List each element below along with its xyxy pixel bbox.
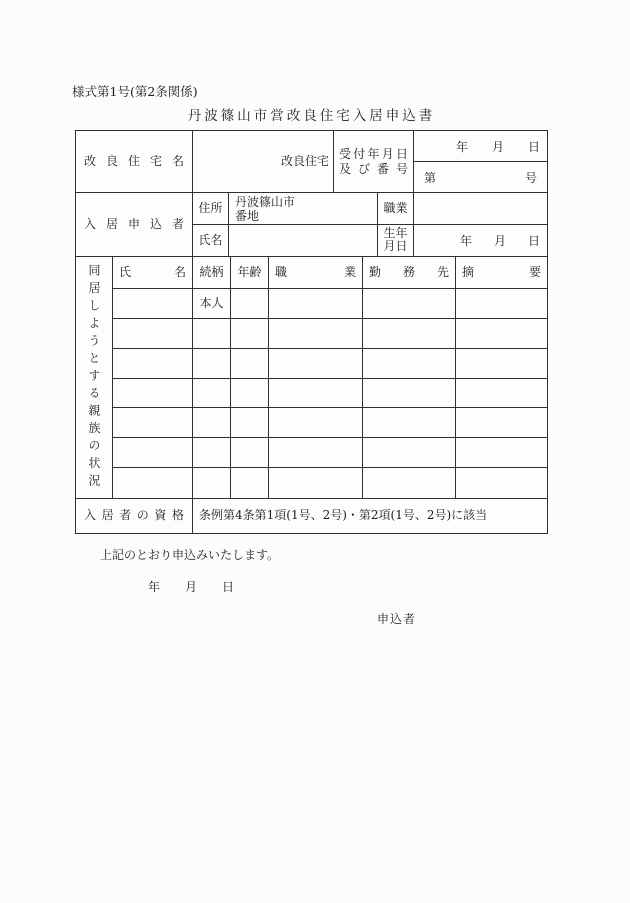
- member-notes-cell: [456, 289, 547, 318]
- applicant-address-row: [193, 193, 547, 225]
- header-notes: 摘要: [462, 265, 541, 279]
- member-workplace-cell: [363, 289, 456, 318]
- member-name-cell: [113, 289, 193, 318]
- member-notes-cell: [456, 408, 547, 437]
- member-row: [113, 438, 547, 468]
- member-age-cell: [231, 289, 269, 318]
- header-name: 氏名: [113, 257, 193, 288]
- number-prefix: 第: [424, 170, 437, 185]
- member-occupation-cell: [269, 438, 363, 467]
- member-relation-cell: [193, 349, 231, 378]
- member-name-cell: [113, 379, 193, 408]
- applicant-signature-label: 申込者: [377, 612, 417, 626]
- member-age-cell: [231, 349, 269, 378]
- member-age-cell: [231, 379, 269, 408]
- member-notes-cell: [456, 468, 547, 498]
- qualification-value: 条例第4条第1項(1号、2号)・第2項(1号、2号)に該当: [199, 508, 488, 522]
- member-workplace-cell: [363, 468, 456, 498]
- member-age-cell: [231, 438, 269, 467]
- applicant-detail-area: [193, 193, 547, 256]
- form-number-reference: 様式第1号(第2条関係): [72, 84, 198, 99]
- applicant-name-row: [193, 225, 547, 256]
- reception-number-field: [414, 162, 547, 192]
- household-section: [76, 257, 547, 499]
- reception-value-area: [414, 131, 547, 192]
- reception-date-field: [414, 131, 547, 162]
- member-workplace-cell: [363, 349, 456, 378]
- member-age-cell: [231, 408, 269, 437]
- member-row: [113, 468, 547, 498]
- member-name-cell: [113, 319, 193, 348]
- reception-label-line1: 受付年月日: [339, 146, 408, 161]
- reception-label-line2: 及び番号: [339, 161, 408, 176]
- member-notes-cell: [456, 319, 547, 348]
- month-unit: 月: [491, 139, 504, 154]
- name-label: 氏名: [193, 225, 229, 256]
- address-line1: 丹波篠山市: [235, 195, 296, 209]
- month-unit: 月: [184, 580, 197, 594]
- member-relation-cell: [193, 319, 231, 348]
- member-name-cell: [113, 349, 193, 378]
- member-notes-cell: [456, 349, 547, 378]
- member-notes-cell: [456, 379, 547, 408]
- birthdate-field: [414, 225, 547, 256]
- occupation-field: [414, 193, 547, 224]
- member-name-cell: [113, 438, 193, 467]
- month-unit: 月: [493, 233, 506, 248]
- household-vertical-label: 同居しようとする親族の状況: [76, 257, 113, 498]
- year-unit: 年: [456, 139, 469, 154]
- member-workplace-cell: [363, 438, 456, 467]
- member-occupation-cell: [269, 289, 363, 318]
- header-workplace: 勤務先: [363, 257, 456, 288]
- header-age: 年齢: [231, 257, 269, 288]
- page-title: 丹波篠山市営改良住宅入居申込書: [187, 108, 436, 124]
- header-relation: 続柄: [193, 257, 231, 288]
- member-age-cell: [231, 319, 269, 348]
- member-relation-cell: 本人: [193, 289, 231, 318]
- member-relation-cell: [193, 379, 231, 408]
- member-notes-cell: [456, 438, 547, 467]
- member-name-cell: [113, 468, 193, 498]
- member-relation-cell: [193, 438, 231, 467]
- household-table: [113, 257, 547, 498]
- name-field: [229, 225, 378, 256]
- occupation-label: 職業: [378, 193, 414, 224]
- qualification-label: 入居者の資格: [76, 499, 193, 533]
- member-occupation-cell: [269, 319, 363, 348]
- member-workplace-cell: [363, 408, 456, 437]
- housing-name-row: [76, 131, 547, 193]
- member-occupation-cell: [269, 408, 363, 437]
- member-name-cell: [113, 408, 193, 437]
- member-occupation-cell: [269, 379, 363, 408]
- member-row: [113, 408, 547, 438]
- signature-date-field: [148, 578, 234, 595]
- member-row: [113, 379, 547, 409]
- year-unit: 年: [460, 233, 473, 248]
- header-occupation: 職業: [269, 257, 363, 288]
- declaration-text: 上記のとおり申込みいたします。: [100, 548, 280, 562]
- housing-name-field: 改良住宅: [193, 131, 334, 192]
- member-occupation-cell: [269, 349, 363, 378]
- member-row: [113, 289, 547, 319]
- member-workplace-cell: [363, 319, 456, 348]
- day-unit: 日: [221, 580, 234, 594]
- address-line2: 番地: [235, 209, 260, 223]
- member-occupation-cell: [269, 468, 363, 498]
- applicant-label: 入居申込者: [76, 193, 193, 256]
- qualification-row: [76, 499, 547, 533]
- member-row: [113, 319, 547, 349]
- member-age-cell: [231, 468, 269, 498]
- member-relation-cell: [193, 468, 231, 498]
- birthdate-label-line2: 月日: [383, 239, 408, 254]
- year-unit: 年: [148, 580, 161, 594]
- birthdate-label-line1: 生年: [383, 226, 408, 241]
- day-unit: 日: [527, 139, 540, 154]
- applicant-row: [76, 193, 547, 257]
- member-workplace-cell: [363, 379, 456, 408]
- member-relation-cell: [193, 408, 231, 437]
- number-suffix: 号: [524, 170, 537, 185]
- housing-name-label: 改良住宅名: [76, 131, 193, 192]
- household-header-row: [113, 257, 547, 289]
- application-table: [75, 130, 548, 534]
- reception-label: [334, 131, 414, 192]
- address-field: [229, 193, 378, 224]
- birthdate-label: [378, 225, 414, 256]
- address-label: 住所: [193, 193, 229, 224]
- member-row: [113, 349, 547, 379]
- day-unit: 日: [527, 233, 540, 248]
